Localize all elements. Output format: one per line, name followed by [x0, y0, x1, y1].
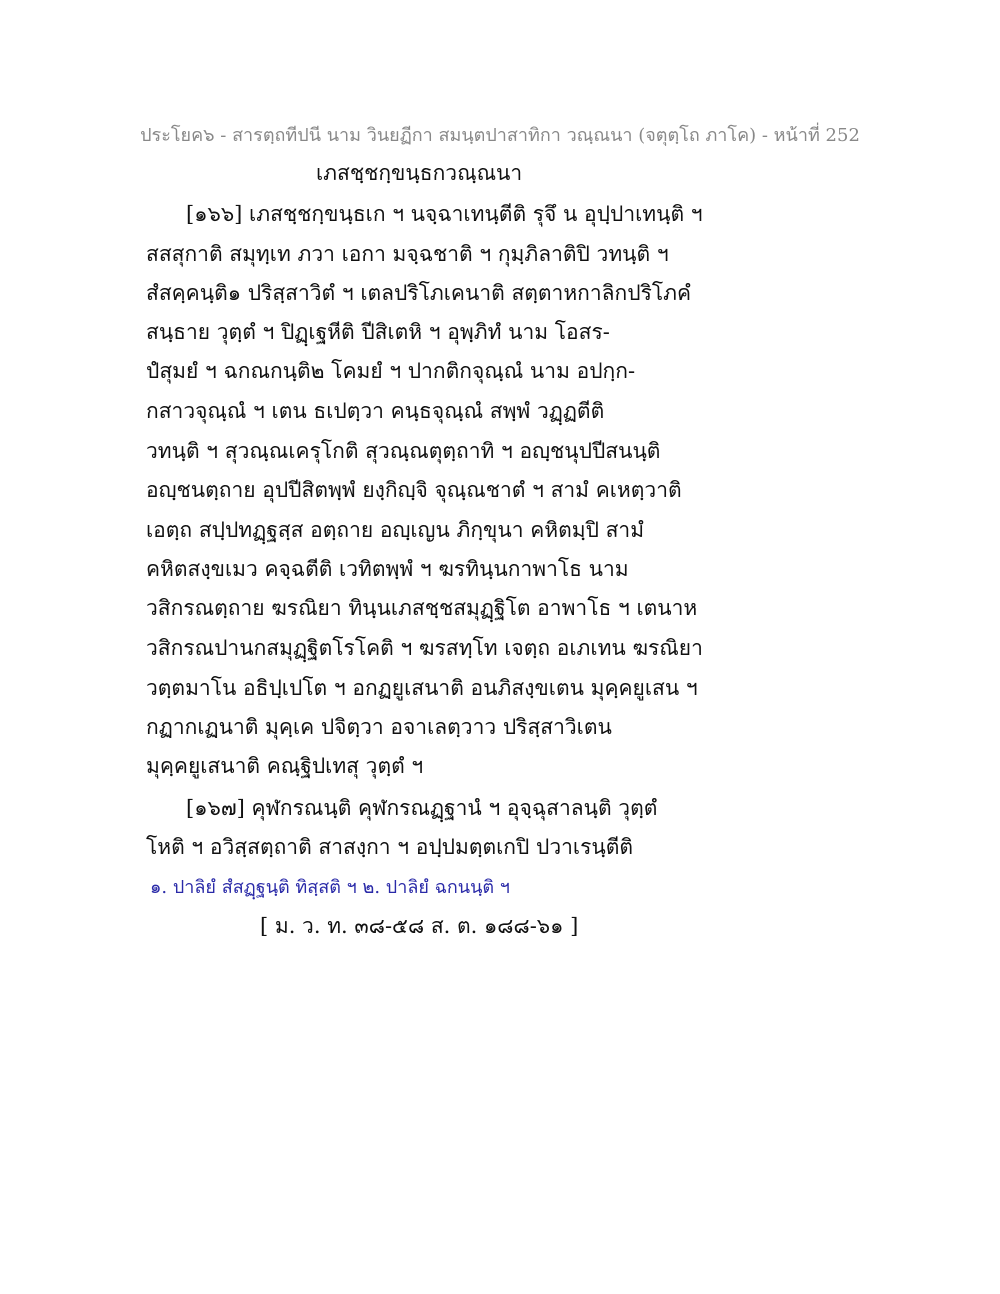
footnote: ๑. ปาลิยํ สํสฏฺฐนฺติ ทิสฺสติ ฯ ๒. ปาลิยํ ฉกนนฺติ ฯ	[150, 877, 510, 898]
body-line: กฏากเฏนาติ มุคฺเค ปจิตฺวา อจาเลตฺวาว ปริสฺสาวิเตน	[146, 715, 612, 739]
body-line: [๑๖๗] คุฬกรณนฺติ คุฬกรณฏฺฐานํ ฯ อุจฺฉุสาลนฺติ วุตฺตํ	[186, 796, 658, 820]
body-line: วทนฺติ ฯ สุวณฺณเครุโกติ สุวณฺณตุตฺถาทิ ฯ อญฺชนุปปีสนนฺติ	[146, 439, 661, 463]
body-line: ปํสุมยํ ฯ ฉกณกนฺติ๒ โคมยํ ฯ ปากติกจุณฺณํ นาม อปกฺก-	[146, 359, 636, 383]
body-line: สนฺธาย วุตฺตํ ฯ ปิฏฺเฐหีติ ปีสิเตหิ ฯ อุพฺภิทํ นาม โอสร-	[146, 320, 610, 344]
body-line: สํสคฺคนฺติ๑ ปริสฺสาวิตํ ฯ เตลปริโภเคนาติ สตฺตาหกาลิกปริโภคํ	[146, 281, 692, 305]
body-line: วสิกรณตฺถาย ฆรณิยา ทินฺนเภสชฺชสมุฏฺฐิโต อาพาโธ ฯ เตนาห	[146, 596, 698, 620]
body-line: วตฺตมาโน อธิปฺเปโต ฯ อกฏยูเสนาติ อนภิสงฺขเตน มุคฺคยูเสน ฯ	[146, 676, 698, 700]
body-line: มุคฺคยูเสนาติ คณฺฐิปเทสุ วุตฺตํ ฯ	[146, 754, 424, 778]
body-line: สสสุกาติ สมุทฺเท ภวา เอกา มจฺฉชาติ ฯ กุมฺภิลาติปิ วทนฺติ ฯ	[146, 242, 669, 266]
section-title: เภสชฺชกฺขนฺธกวณฺณนา	[316, 161, 523, 185]
body-line: อญฺชนตฺถาย อุปปีสิตพฺพํ ยงฺกิญฺจิ จุณฺณชาตํ ฯ สามํ คเหตฺวาติ	[146, 478, 682, 502]
source-reference: [ ม. ว. ท. ๓๘-๕๘ ส. ต. ๑๘๘-๖๑ ]	[260, 914, 579, 938]
body-line: คหิตสงฺขเมว คจฺฉตีติ เวทิตพฺพํ ฯ ฆรทินฺนกาพาโธ นาม	[146, 557, 629, 581]
body-line: วสิกรณปานกสมุฏฺฐิตโรโคติ ฯ ฆรสทฺโท เจตฺถ อเภเทน ฆรณิยา	[146, 636, 703, 660]
body-line: โหติ ฯ อวิสฺสตฺถาติ สาสงฺกา ฯ อปฺปมตฺตเกปิ ปวาเรนฺตีติ	[146, 835, 634, 859]
body-line: กสาวจุณฺณํ ฯ เตน ธเปตฺวา คนฺธจุณฺณํ สพฺพํ วฏฺฏตีติ	[146, 399, 605, 423]
body-line: [๑๖๖] เภสชฺชกฺขนฺธเก ฯ นจฺฉาเทนฺตีติ รุจึ น อุปฺปาเทนฺติ ฯ	[186, 202, 703, 226]
running-header: ประโยค๖ - สารตฺถทีปนี นาม วินยฏีกา สมนฺตปาสาทิกา วณฺณนา (จตุตฺโถ ภาโค) - หน้าที่ 252	[140, 125, 860, 146]
body-line: เอตฺถ สปฺปทฏฺฐสฺส อตฺถาย อญฺเญน ภิกฺขุนา คหิตมฺปิ สามํ	[146, 518, 645, 542]
